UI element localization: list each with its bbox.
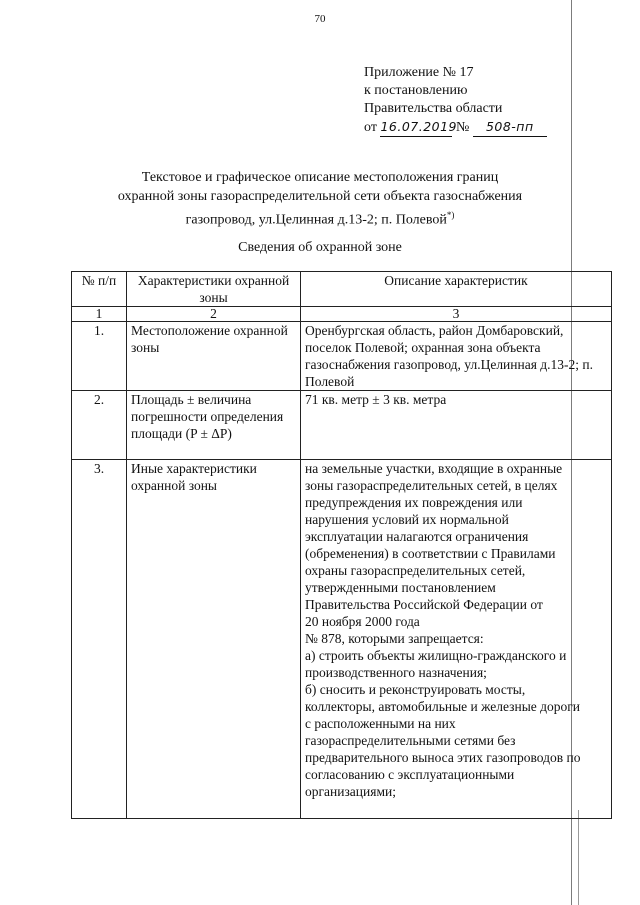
description-line: с расположенными на них (305, 716, 456, 731)
description-line: производственного назначения; (305, 665, 487, 680)
description-line: эксплуатации налагаются ограничения (305, 529, 529, 544)
table-row (72, 322, 612, 391)
row-description: 71 кв. метр ± 3 кв. метра (301, 391, 612, 460)
description-line: на земельные участки, входящие в охранные (305, 461, 563, 476)
from-label: от (364, 120, 377, 135)
row-number: 3. (72, 460, 127, 819)
description-line: предварительного выноса этих газопроводов по (305, 750, 581, 765)
row-characteristic: Местоположение охранной зоны (127, 322, 301, 391)
description-line: зоны газораспределительных сетей, в целях (305, 478, 558, 493)
appendix-line: к постановлению (364, 83, 468, 98)
footnote-mark: *) (446, 210, 455, 220)
description-line: предупреждения их повреждения или (305, 495, 523, 510)
description-line: охраны газораспределительных сетей, (305, 563, 526, 578)
scan-artifact-line (578, 810, 579, 905)
description-line: (обременения) в соответствии с Правилами (305, 546, 556, 561)
section-subtitle: Сведения об охранной зоне (238, 240, 402, 255)
table-header-row (72, 272, 612, 307)
page-number: 70 (314, 13, 326, 25)
appendix-line: Правительства области (364, 101, 503, 116)
document-title (0, 168, 640, 230)
appendix-line: Приложение № 17 (364, 65, 474, 80)
column-number-row (72, 307, 612, 322)
row-characteristic: Иные характеристики охранной зоны (127, 460, 301, 819)
description-line: коллекторы, автомобильные и железные дороги (305, 699, 581, 714)
description-line: газораспределительными сетями без (305, 733, 516, 748)
header-cell-number: № п/п (72, 272, 127, 307)
header-cell-description: Описание характеристик (301, 272, 612, 307)
title-line: охранной зоны газораспределительной сети объекта газоснабжения (117, 189, 523, 204)
column-number: 1 (72, 307, 127, 322)
zone-info-table (71, 271, 612, 819)
title-line: Текстовое и графическое описание местоположения границ (141, 170, 499, 185)
description-line: Правительства Российской Федерации от (305, 597, 543, 612)
description-line: б) сносить и реконструировать мосты, (305, 682, 526, 697)
description-line: а) строить объекты жилищно-гражданского и (305, 648, 567, 663)
handwritten-date: 16.07.2019 (380, 118, 452, 137)
number-label: № (455, 120, 470, 135)
column-number: 2 (127, 307, 301, 322)
appendix-date-line (364, 118, 547, 137)
description-line: утвержденными постановлением (305, 580, 496, 595)
row-characteristic: Площадь ± величина погрешности определения площади (P ± ΔP) (127, 391, 301, 460)
row-description: Оренбургская область, район Домбаровский, поселок Полевой; охранная зона объекта газоснабжения газопровод, ул.Целинная д.13-2; п. Полевой (301, 322, 612, 391)
table-row (72, 460, 612, 819)
description-line: организациями; (305, 784, 396, 799)
handwritten-number: 508-пп (473, 118, 547, 137)
description-line: нарушения условий их нормальной (305, 512, 509, 527)
description-line: № 878, которыми запрещается: (305, 631, 484, 646)
title-line: газопровод, ул.Целинная д.13-2; п. Полевой (185, 212, 447, 228)
description-line: согласованию с эксплуатационными (305, 767, 515, 782)
column-number: 3 (301, 307, 612, 322)
header-cell-characteristic: Характеристики охранной зоны (127, 272, 301, 307)
row-description (301, 460, 612, 819)
description-line: 20 ноября 2000 года (305, 614, 420, 629)
row-number: 2. (72, 391, 127, 460)
table-row (72, 391, 612, 460)
appendix-header (364, 64, 547, 137)
row-number: 1. (72, 322, 127, 391)
